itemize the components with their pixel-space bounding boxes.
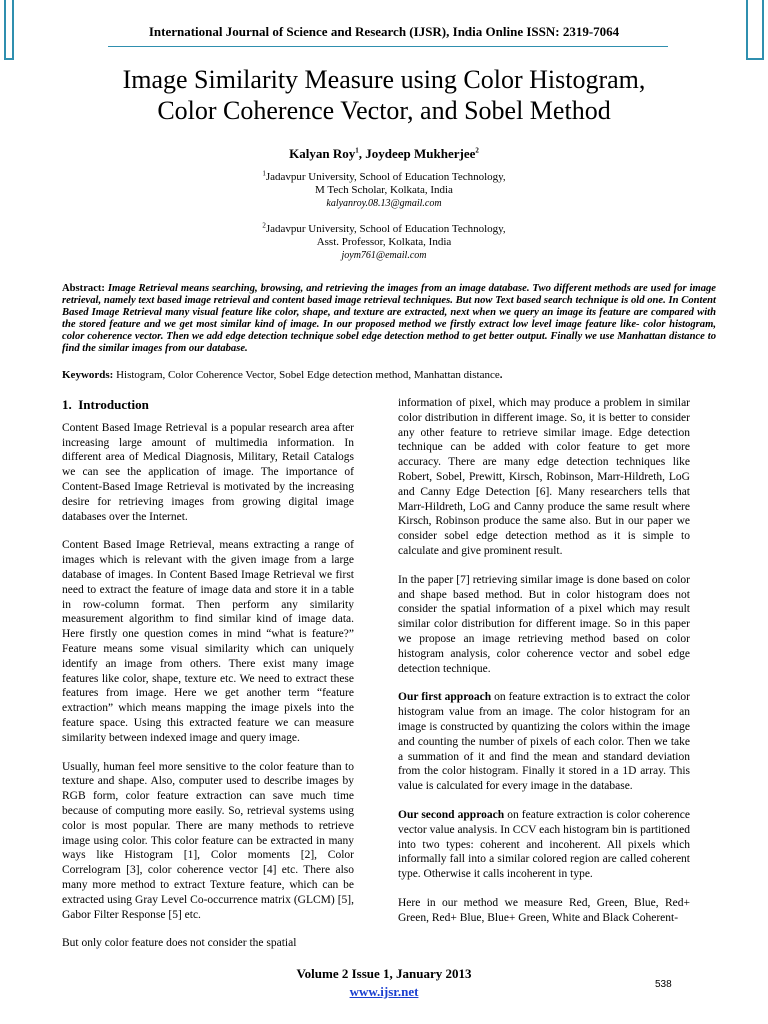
affiliation-1-line2: M Tech Scholar, Kolkata, India bbox=[315, 184, 453, 196]
footer-url-link[interactable]: www.ijsr.net bbox=[349, 984, 419, 999]
affiliation-1-line1: Jadavpur University, School of Education Technology, bbox=[265, 171, 506, 183]
first-approach-label: Our first approach bbox=[398, 691, 492, 704]
left-column bbox=[62, 398, 354, 965]
second-approach-text: on feature extraction is color coherence vector value analysis. In CCV each histogram bin is partitioned into two types: coherent and incoherent. All pixels which informally fall into a similar colored region are called coherent type. Otherwise it calls incoherent in type. bbox=[398, 808, 691, 881]
author-list bbox=[0, 146, 768, 162]
right-paragraph-4 bbox=[398, 808, 690, 882]
author-1-sup: 1 bbox=[355, 146, 359, 155]
footer-volume: Volume 2 Issue 1, January 2013 bbox=[296, 966, 472, 981]
affiliation-2 bbox=[0, 223, 768, 262]
right-paragraph-5: Here in our method we measure Red, Green, Blue, Red+ Green, Red+ Blue, Blue+ Green, White and Black Coherent- bbox=[398, 896, 690, 924]
author-2-sup: 2 bbox=[475, 146, 479, 155]
title-line-2: Color Coherence Vector, and Sobel Method bbox=[157, 96, 611, 125]
author-2: Joydeep Mukherjee bbox=[365, 146, 476, 161]
author-1: Kalyan Roy bbox=[289, 146, 356, 161]
keywords-label: Keywords: bbox=[62, 369, 117, 381]
intro-paragraph-4: But only color feature does not consider the spatial bbox=[62, 937, 297, 950]
abstract-label: Abstract: bbox=[62, 283, 108, 294]
keywords bbox=[62, 369, 716, 381]
right-paragraph-3 bbox=[398, 690, 690, 794]
title-line-1: Image Similarity Measure using Color Histogram, bbox=[122, 65, 646, 94]
affiliation-2-email[interactable]: joym761@email.com bbox=[341, 250, 427, 261]
affiliation-2-line1: Jadavpur University, School of Education Technology, bbox=[265, 223, 506, 235]
intro-paragraph-2: Content Based Image Retrieval, means extracting a range of images which is relevant with the given image from a large database of images. In Content Based Image Retrieval we first need to extract the feature of image data and store it in a table in row-column format. Then perform any similarity measurement algorithm to find similar kind of image data. Here firstly one question comes in mind “what is feature?” Feature means some visual similarity which can uniquely identify an image from others. There exist many image features like color, shape, texture etc. We need to extract these features from image. Here we get another term “feature extraction” which means mapping the image pixels into the feature space. Using this extracted feature we can measure similarity between indexed image and query image. bbox=[62, 539, 354, 744]
section-heading-introduction: 1. Introduction bbox=[62, 397, 149, 412]
intro-paragraph-1: Content Based Image Retrieval is a popular research area after increasing large amount of multimedia information. In different area of Medical Diagnosis, Military, Retail Catalogs we can see the application of image. The importance of Content-Based Image Retrieval is motivated by the increasing desire for retrieving images from growing digital image databases over the Internet. bbox=[62, 421, 354, 523]
first-approach-text: on feature extraction is to extract the color histogram value from an image. The color histogram for an image is constructed by quantizing the colors within the image and counting the number of pixels of each color. Then we take a summation of it and find the mean and standard deviation from the color histogram. Finally it stored in a 1D array. This value is calculated for every image in the database. bbox=[398, 691, 690, 793]
journal-header: International Journal of Science and Research (IJSR), India Online ISSN: 2319-7064 bbox=[148, 24, 620, 39]
affiliation-2-line2: Asst. Professor, Kolkata, India bbox=[316, 236, 452, 248]
affiliation-1 bbox=[0, 171, 768, 210]
abstract-text: Image Retrieval means searching, browsing, and retrieving the images from an image database. Two different methods are used for image retrieval, namely text based image retrieval and content based image retrieval techniques. But now Text based search technique is old one. In Content Based Image Retrieval many visual feature like color, shape, and texture are extracted, next when we query an image its feature are compared with the stored feature and we get most similar kind of image. In our proposed method we firstly extract low level image feature like- color histogram, color coherence vector. Then we add edge detection technique sobel edge detection method to get better output. Finally we use Manhattan distance to find the similar images from our database. bbox=[62, 283, 716, 354]
affiliation-1-email[interactable]: kalyanroy.08.13@gmail.com bbox=[326, 198, 442, 209]
right-column bbox=[398, 396, 690, 940]
affiliation-1-sup: 1 bbox=[262, 169, 266, 178]
intro-paragraph-3: Usually, human feel more sensitive to the color feature than to texture and shape. Also, computer used to describe images by RGB form, color feature extraction can save much time because of computing more easily. So, retrieval systems using color is most popular. There are many methods to retrieve image using color. This color feature can be extracted in many ways like Histogram [1], Color moments [2], Color Correlogram [3], color coherence vector [4] etc. There also many more method to extract Texture feature, which can be extracted using Gray Level Co-occurrence matrix (GLCM) [5], Gabor Filter Response [5] etc. bbox=[62, 760, 354, 921]
paper-title bbox=[40, 64, 728, 126]
right-paragraph-2: In the paper [7] retrieving similar image is done based on color and shape based method. But in color histogram does not consider the spatial information of a pixel which may result similar color distribution for different image. So in this paper we propose an image retrieving method based on color histogram analysis, color coherence vector and sobel edge detection technique. bbox=[398, 573, 690, 675]
second-approach-label: Our second approach bbox=[398, 808, 505, 821]
keywords-end: . bbox=[499, 369, 503, 381]
affiliation-2-sup: 2 bbox=[262, 221, 266, 230]
page-number: 538 bbox=[655, 979, 672, 990]
keywords-text: Histogram, Color Coherence Vector, Sobel Edge detection method, Manhattan distance bbox=[116, 369, 500, 381]
right-paragraph-1: information of pixel, which may produce a problem in similar color distribution in different image. So, it is better to consider any other feature to retrieve similar image. Edge detection technique can be added with color feature to get more accuracy. There are many edge detection techniques like Robert, Sobel, Prewitt, Kirsch, Robinson, Marr-Hildreth, LoG and Canny Edge Detection [6]. Many researchers tells that Marr-Hildreth, LoG and Canny produce the same result where Kirsch, Robinson produce the same also. But in our paper we consider sobel edge detection method as it is simple to calculate and give prominent result. bbox=[398, 397, 690, 557]
author-separator: , bbox=[358, 146, 366, 161]
abstract bbox=[62, 283, 716, 355]
header-divider bbox=[108, 46, 668, 47]
